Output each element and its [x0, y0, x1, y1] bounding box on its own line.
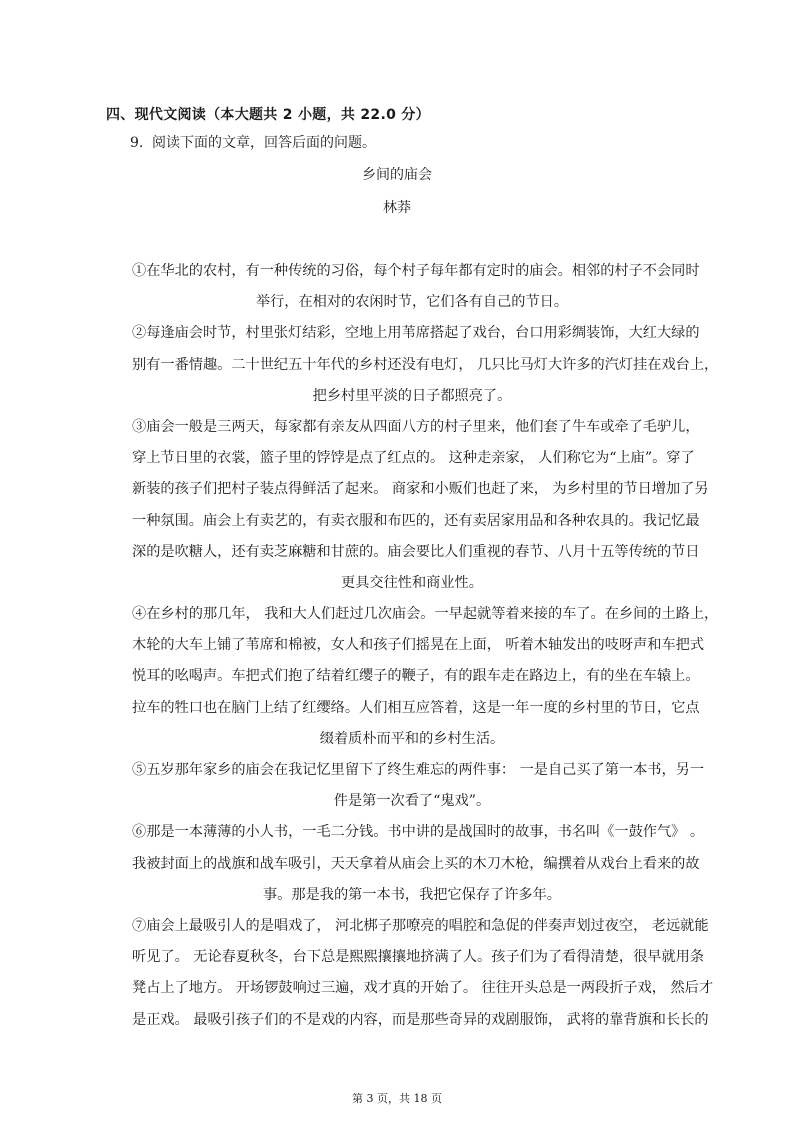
- paragraph: [132, 817, 705, 911]
- paragraph-line: 缀着质朴而平和的乡村生活。: [319, 730, 505, 747]
- question-text: 阅读下面的文章，回答后面的问题。: [152, 135, 376, 151]
- paragraph: [132, 318, 719, 412]
- paragraph-line: 拉车的牲口也在脑门上结了红缨络。人们相互应答着，这是一年一度的乡村里的节日，它点: [132, 699, 700, 716]
- paragraph-line: ③庙会一般是三两天，每家都有亲友从四面八方的村子里来，他们套了牛车或牵了毛驴儿，: [132, 418, 700, 435]
- paragraph-line: 一种氛围。庙会上有卖艺的，有卖衣服和布匹的，还有卖居家用品和各种农具的。我记忆最: [132, 512, 700, 529]
- paragraph: [132, 755, 705, 817]
- article-body: [132, 256, 719, 1036]
- paragraph-line: 穿上节日里的衣裳，篮子里的饽饽是点了红点的。 这种走亲家， 人们称它为“上庙”。穿了: [132, 450, 695, 467]
- paragraph-line: 事。那是我的第一本书，我把它保存了许多年。: [263, 886, 561, 903]
- paragraph: [132, 911, 714, 1036]
- paragraph-line: ②每逢庙会时节，村里张灯结彩，空地上用苇席搭起了戏台，台口用彩绸装饰，大红大绿的: [132, 325, 700, 342]
- paragraph-line: 深的是吹糖人，还有卖芝麻糖和甘蔗的。庙会要比人们重视的春节、八月十五等传统的节日: [132, 543, 700, 560]
- paragraph-line: ⑤五岁那年家乡的庙会在我记忆里留下了终生难忘的两件事： 一是自己买了第一本书，另一: [132, 762, 705, 778]
- paragraph: [132, 412, 709, 599]
- paragraph-line: 凳占上了地方。 开场锣鼓响过三遍，戏才真的开始了。 往往开头总是一两段折子戏， 然后才: [132, 980, 714, 997]
- section-header: 四、现代文阅读（本大题共 2 小题，共 22.0 分）: [106, 107, 430, 123]
- paragraph: [132, 256, 700, 318]
- paragraph-line: 更具交往性和商业性。: [341, 574, 483, 591]
- paragraph-line: 件是第一次看了“鬼戏”。: [333, 793, 491, 810]
- paragraph-line: 别有一番情趣。二十世纪五十年代的乡村还没有电灯， 几只比马灯大许多的汽灯挂在戏台上，: [132, 356, 719, 373]
- question-number: 9.: [130, 135, 144, 151]
- question-prompt: [130, 132, 376, 152]
- paragraph-line: 听见了。 无论春夏秋冬，台下总是熙熙攘攘地挤满了人。孩子们为了看得清楚，很早就用条: [132, 949, 705, 966]
- article-author: 林莽: [383, 200, 411, 216]
- paragraph-line: 是正戏。 最吸引孩子们的不是戏的内容，而是那些奇异的戏剧服饰， 武将的靠背旗和长长的: [132, 1011, 709, 1028]
- article-title: 乡间的庙会: [362, 167, 432, 183]
- paragraph: [132, 599, 719, 755]
- paragraph-line: ⑥那是一本薄薄的小人书，一毛二分钱。书中讲的是战国时的故事，书名叫《一鼓作气》 。: [132, 824, 705, 841]
- paragraph-line: 新装的孩子们把村子装点得鲜活了起来。 商家和小贩们也赶了来， 为乡村里的节日增加了另: [132, 481, 709, 498]
- paragraph-line: ④在乡村的那几年， 我和大人们赶过几次庙会。一早起就等着来接的车了。在乡间的土路上，: [132, 606, 719, 623]
- paragraph-line: 举行，在相对的农闲时节，它们各有自己的节日。: [255, 294, 569, 311]
- paragraph-line: ①在华北的农村，有一种传统的习俗，每个村子每年都有定时的庙会。相邻的村子不会同时: [132, 263, 700, 279]
- paragraph-line: 我被封面上的战旗和战车吸引，天天拿着从庙会上买的木刀木枪，编撰着从戏台上看来的故: [132, 855, 700, 872]
- paragraph-line: 木轮的大车上铺了苇席和棉被，女人和孩子们摇晃在上面， 听着木轴发出的吱呀声和车把式: [132, 637, 705, 654]
- paragraph-line: 悦耳的吆喝声。车把式们抱了结着红缨子的鞭子，有的跟车走在路边上，有的坐在车辕上。: [132, 668, 700, 685]
- paragraph-line: 把乡村里平淡的日子都照亮了。: [312, 387, 512, 404]
- paragraph-line: ⑦庙会上最吸引人的是唱戏了， 河北梆子那嘹亮的唱腔和急促的伴奏声划过夜空， 老远就能: [132, 917, 709, 934]
- page-footer: 第 3 页，共 18 页: [352, 1092, 442, 1105]
